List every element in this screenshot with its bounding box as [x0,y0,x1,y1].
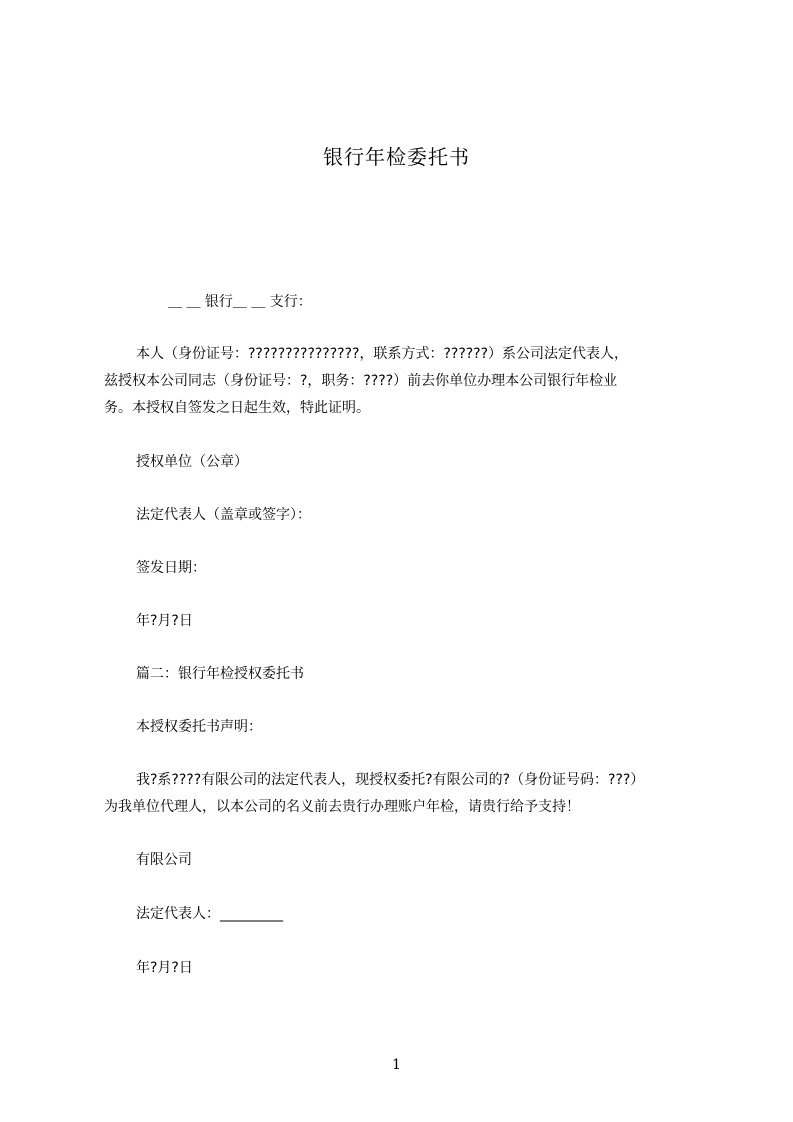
paragraph-line: 我?系????有限公司的法定代表人，现授权委托?有限公司的?（身份证号码：???） [136,772,645,788]
legal-representative-signature-label: 法定代表人（盖章或签字）： [136,507,311,523]
company-name-label: 有限公司 [136,852,192,868]
paragraph-line: 兹授权本公司同志（身份证号：?，职务：????）前去你单位办理本公司银行年检业 [104,373,618,389]
paragraph-line: 务。本授权自签发之日起生效，特此证明。 [104,400,370,416]
page-number: 1 [392,1057,401,1073]
declaration-label: 本授权委托书声明： [136,719,262,735]
addressee-line: ＿ ＿ 银行＿ ＿ 支行： [168,294,312,310]
declaration-paragraph [104,767,724,821]
paragraph-line: 本人（身份证号：???????????????，联系方式：??????）系公司法定代表人， [136,346,629,362]
document-title: 银行年检委托书 [323,145,470,169]
paragraph-line: 为我单位代理人，以本公司的名义前去贵行办理账户年检，请贵行给予支持！ [104,799,580,815]
legal-representative-line: 法定代表人：_________ [136,906,283,922]
date-line: 年?月?日 [136,960,193,976]
part-two-heading: 篇二：银行年检授权委托书 [136,666,304,682]
authorization-paragraph [104,341,724,422]
date-line: 年?月?日 [136,613,193,629]
issue-date-label: 签发日期： [136,560,206,576]
authorizing-unit-label: 授权单位（公章） [136,454,248,470]
